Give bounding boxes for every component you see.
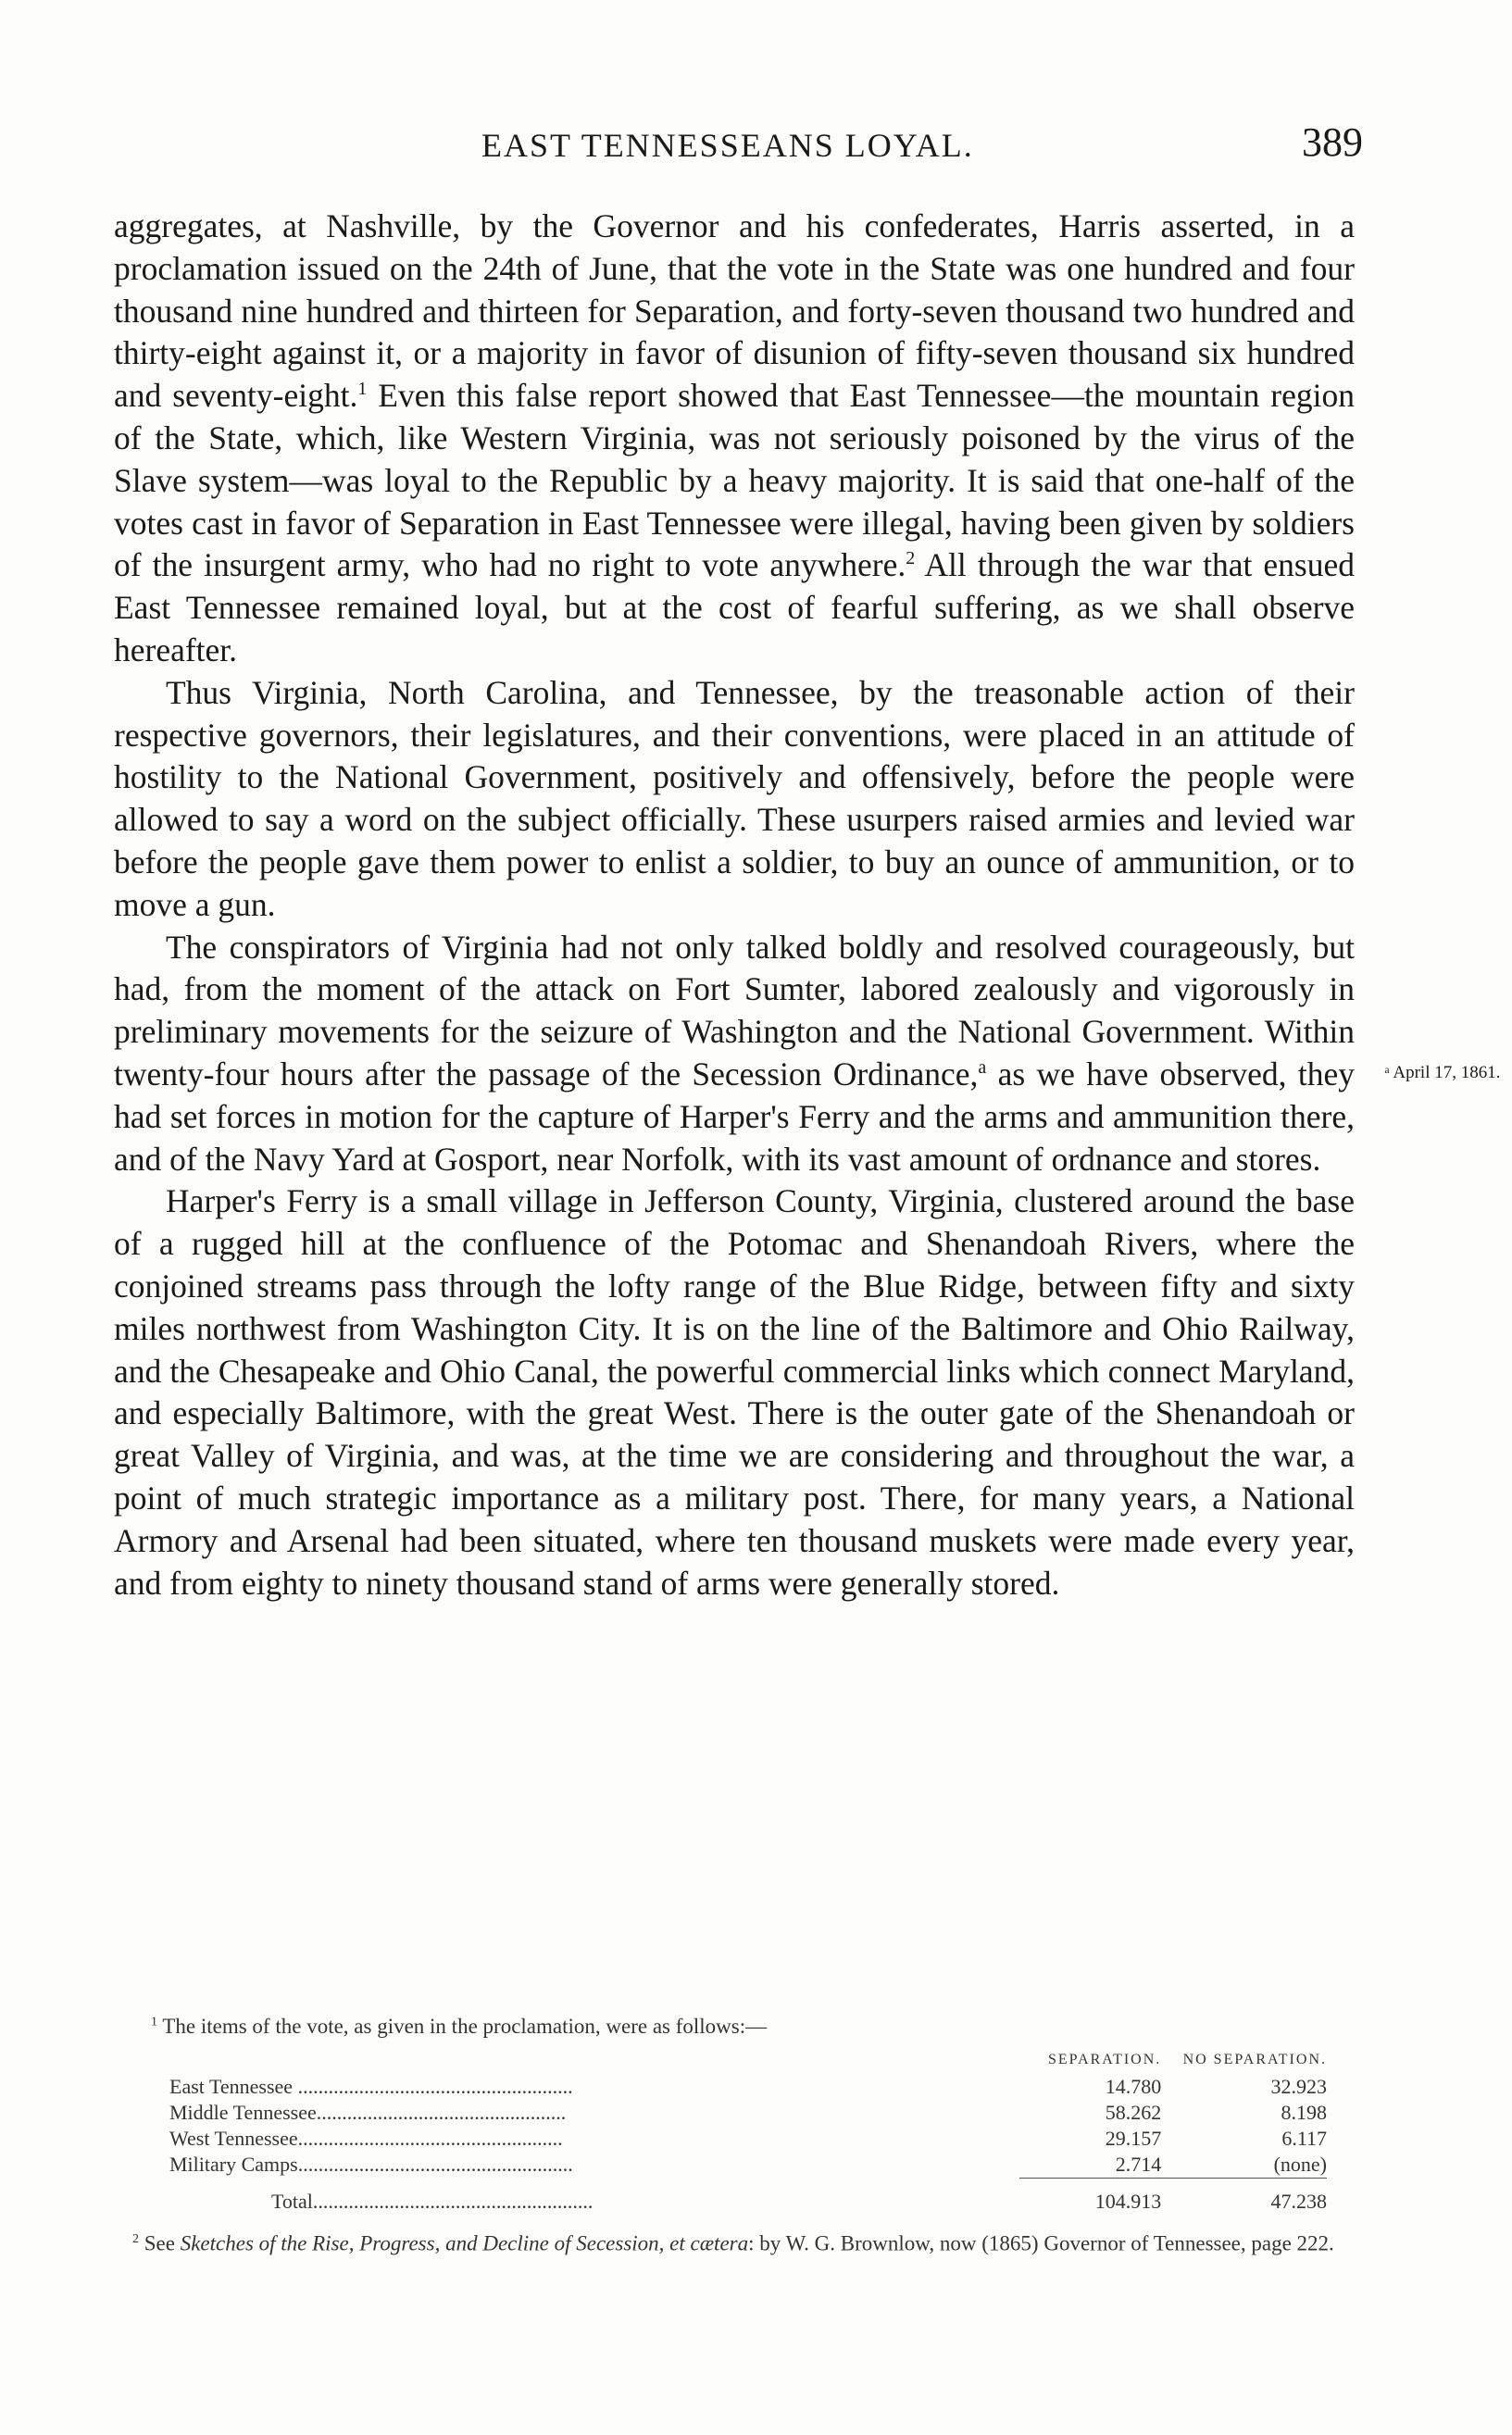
footnote-2-marker: 2 — [132, 2232, 139, 2246]
margin-ref-a: a — [978, 1057, 987, 1079]
column-header-no-separation: NO SEPARATION. — [1182, 2052, 1327, 2067]
separation-value: 2.714 — [1115, 2153, 1162, 2176]
vote-table-header — [169, 2052, 1327, 2074]
column-header-separation: SEPARATION. — [1047, 2052, 1162, 2067]
table-row — [169, 2126, 1327, 2152]
table-row — [169, 2152, 1327, 2179]
no-separation-value: 32.923 — [1270, 2075, 1327, 2098]
footnotes — [114, 2015, 1359, 2260]
paragraph-3-text-b: as we have observed, they had set forces in motion for the capture of Harper's Ferry and the arms and ammunition there, and of the Navy Yard at Gosport, near Norfolk, with its vast amount of ordnance and stores. — [114, 1055, 1355, 1178]
no-separation-value: 6.117 — [1281, 2127, 1327, 2150]
footnote-2-post: : by W. G. Brownlow, now (1865) Governor of Tennessee, page 222. — [748, 2231, 1334, 2255]
footnote-2 — [132, 2224, 1359, 2260]
row-label: Middle Tennessee................................................. — [169, 2101, 567, 2124]
vote-table — [169, 2052, 1327, 2215]
paragraph-1-text-a: aggregates, at Nashville, by the Governor and his confederates, Harris asserted, in a proclamation issued on the 24th of June, that the vote in the State was one hundred and four thousand nine hundred and thirteen for Separation, and forty-seven thousand two hundred and thirty-eight against it, or a majority in favor of disunion of fifty-seven thousand six hundred and seventy-eight. — [114, 207, 1355, 415]
footnote-ref-1: 1 — [357, 379, 368, 400]
no-separation-value: (none) — [1273, 2153, 1327, 2176]
page-number: 389 — [1302, 119, 1363, 165]
row-label: Military Camps...................................................... — [169, 2153, 573, 2177]
paragraph-2: Thus Virginia, North Carolina, and Tennessee, by the treasonable action of their respective governors, their legislatures, and their conventions, were placed in an attitude of hostility to the National Government, positively and offensively, before the people were allowed to say a word on the subject officially. These usurpers raised armies and levied war before the people gave them power to enlist a soldier, to buy an ounce of ammunition, or to move a gun. — [114, 673, 1355, 923]
footnote-ref-2: 2 — [906, 548, 916, 569]
paragraph-3 — [114, 927, 1501, 1181]
body-text — [114, 206, 1501, 1605]
row-label: East Tennessee ...................................................... — [169, 2075, 573, 2098]
footnote-1-marker: 1 — [151, 2015, 157, 2029]
footnote-2-book-title: Sketches of the Rise, Progress, and Decline of Secession, et cætera — [180, 2231, 749, 2255]
running-title: EAST TENNESSEANS LOYAL. — [481, 127, 974, 164]
footnote-2-pre: See — [144, 2231, 181, 2255]
total-label: Total....................................................... — [271, 2189, 594, 2213]
paragraph-4: Harper's Ferry is a small village in Jefferson County, Virginia, clustered around the base of a rugged hill at the confluence of the Potomac and Shenandoah Rivers, where the conjoined streams pass through the lofty range of the Blue Ridge, between fifty and sixty miles northwest from Washington City. It is on the line of the Baltimore and Ohio Railway, and the Chesapeake and Ohio Canal, the powerful commercial links which connect Maryland, and especially Baltimore, with the great West. There is the outer gate of the Shenandoah or great Valley of Virginia, and was, at the time we are considering and throughout the war, a point of much strategic importance as a military post. There, for many years, a National Armory and Arsenal had been situated, where ten thousand muskets were made every year, and from eighty to ninety thousand stand of arms were generally stored. — [114, 1182, 1355, 1602]
table-row — [169, 2074, 1327, 2100]
paragraph-1 — [114, 206, 1355, 672]
paragraph-1-text-c: All through the war that ensued East Tennessee remained loyal, but at the cost of fearful suffering, as we shall observe hereafter. — [114, 546, 1355, 668]
marginal-date-note: ᵃ April 17, 1861. — [1384, 1062, 1501, 1082]
no-separation-value: 8.198 — [1281, 2101, 1327, 2124]
row-label: West Tennessee.................................................... — [169, 2127, 563, 2150]
total-row — [169, 2179, 1327, 2216]
paragraph-1-text-b: Even this false report showed that East Tennessee—the mountain region of the State, which, like Western Virginia, was not seriously poisoned by the virus of the Slave system—was loyal to the Republic by a heavy majority. It is said that one-half of the votes cast in favor of Separation in East Tennessee were illegal, having been given by soldiers of the insurgent army, who had no right to vote anywhere. — [114, 377, 1355, 584]
separation-value: 29.157 — [1105, 2127, 1162, 2150]
footnote-1-intro — [151, 2015, 1359, 2039]
separation-value: 14.780 — [1105, 2075, 1162, 2098]
footnote-1-text: The items of the vote, as given in the proclamation, were as follows:— — [162, 2015, 768, 2038]
total-separation-value: 104.913 — [1019, 2179, 1162, 2216]
separation-value: 58.262 — [1105, 2101, 1162, 2124]
table-row — [169, 2100, 1327, 2126]
total-no-separation-value: 47.238 — [1161, 2179, 1327, 2216]
paragraph-3-text-a: The conspirators of Virginia had not only talked boldly and resolved courageously, but had, from the moment of the attack on Fort Sumter, labored zealously and vigorously in preliminary movements for the seizure of Washington and the National Government. Within twenty-four hours after the passage of the Secession Ordinance, — [114, 928, 1355, 1093]
